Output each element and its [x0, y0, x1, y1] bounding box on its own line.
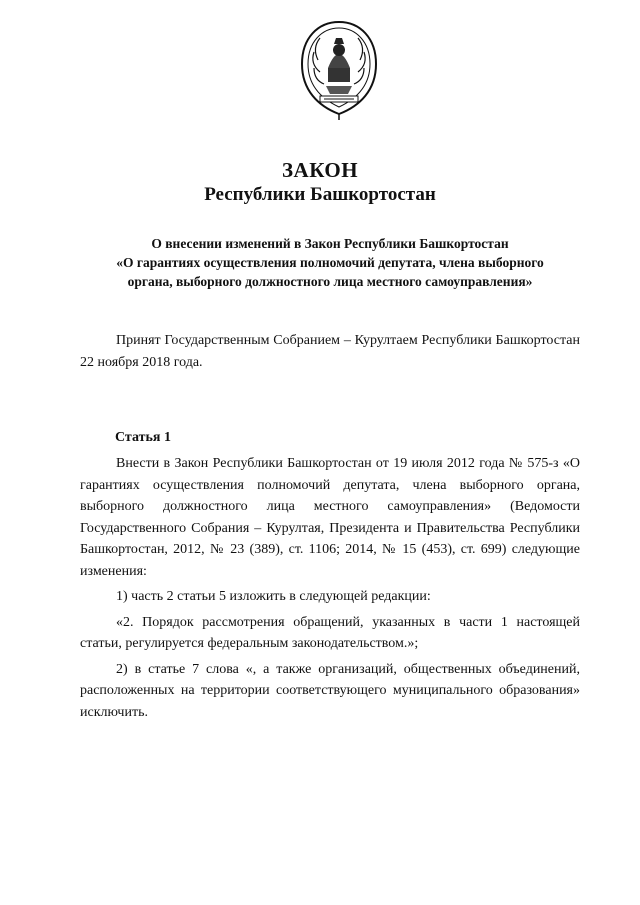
document-region: Республики Башкортостан [204, 184, 436, 205]
article-heading: Статья 1 [115, 430, 171, 445]
adoption-statement: Принят Государственным Собранием – Курултаем Республики Башкортостан 22 ноября 2018 года. [80, 333, 580, 370]
article-paragraph: Внести в Закон Республики Башкортостан от 19 июля 2012 года № 575-з «О гарантиях осуществления полномочий депутата, члена выборного органа, выборного должностного лица местного самоуправления» (Ведомости Государственного Собрания – Курултая, Президента и Правительства Республики Башкортостан, 2012, № 23 (389), ст. 1106; 2014, № 15 (453), ст. 699) следующие изменения: [80, 456, 580, 579]
law-title-line: органа, выборного должностного лица местного самоуправления» [127, 274, 533, 289]
article-paragraph: 2) в статье 7 слова «, а также организаций, общественных объединений, расположенных на территории соответствующего муниципального образования» исключить. [80, 661, 580, 720]
coat-of-arms-emblem [298, 20, 380, 122]
law-title-line: «О гарантиях осуществления полномочий депутата, члена выборного [116, 255, 544, 270]
article-paragraph: 1) часть 2 статьи 5 изложить в следующей редакции: [116, 589, 431, 604]
law-title-line: О внесении изменений в Закон Республики Башкортостан [151, 236, 509, 251]
article-body [80, 453, 580, 727]
article-paragraph: «2. Порядок рассмотрения обращений, указанных в части 1 настоящей статьи, регулируется федеральным законодательством.»; [80, 614, 580, 651]
law-title [60, 234, 600, 291]
document-type: ЗАКОН [281, 158, 359, 182]
